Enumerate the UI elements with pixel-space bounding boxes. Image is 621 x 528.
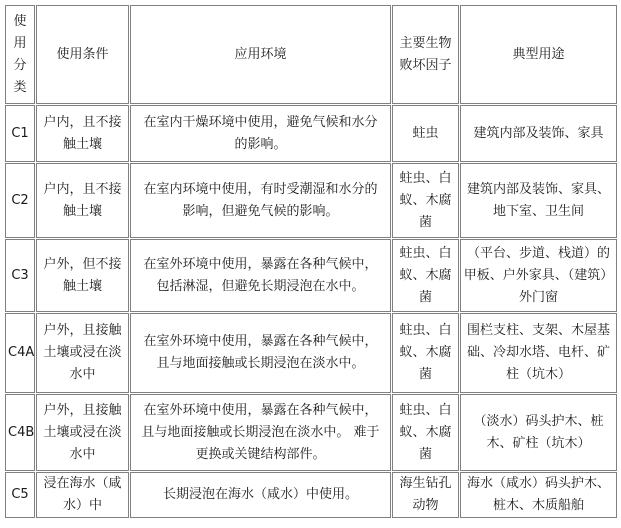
cell-category: C2 bbox=[5, 163, 35, 238]
header-usage-category bbox=[5, 5, 35, 104]
cell-category: C5 bbox=[5, 472, 35, 518]
usage-classification-table bbox=[4, 4, 618, 519]
cell-condition: 浸在海水（咸水）中 bbox=[36, 472, 129, 518]
cell-environment: 在室内干燥环境中使用，避免气候和水分的影响。 bbox=[130, 105, 391, 162]
cell-uses: 建筑内部及装饰、家具 bbox=[460, 105, 617, 162]
cell-uses: （平台、步道、栈道）的甲板、户外家具、（建筑）外门窗 bbox=[460, 239, 617, 312]
cell-category: C4B bbox=[5, 394, 35, 471]
table-row bbox=[5, 105, 617, 162]
cell-factors: 蛀虫、白蚁、木腐菌 bbox=[392, 313, 459, 393]
cell-condition: 户外，但不接触土壤 bbox=[36, 239, 129, 312]
cell-uses: 围栏支柱、支架、木屋基础、冷却水塔、电杆、矿柱（坑木） bbox=[460, 313, 617, 393]
table-header-row bbox=[5, 5, 617, 104]
header-typical-uses: 典型用途 bbox=[460, 5, 617, 104]
cell-factors: 蛀虫、白蚁、木腐菌 bbox=[392, 163, 459, 238]
table-row bbox=[5, 239, 617, 312]
cell-uses: 建筑内部及装饰、家具、地下室、卫生间 bbox=[460, 163, 617, 238]
table-row bbox=[5, 163, 617, 238]
header-usage-condition: 使用条件 bbox=[36, 5, 129, 104]
cell-category: C4A bbox=[5, 313, 35, 393]
cell-environment: 长期浸泡在海水（咸水）中使用。 bbox=[130, 472, 391, 518]
cell-factors: 蛀虫、白蚁、木腐菌 bbox=[392, 394, 459, 471]
table-row bbox=[5, 394, 617, 471]
cell-factors: 蛀虫、白蚁、木腐菌 bbox=[392, 239, 459, 312]
cell-category: C1 bbox=[5, 105, 35, 162]
cell-uses: 海水（咸水）码头护木、桩木、木质船舶 bbox=[460, 472, 617, 518]
cell-condition: 户内，且不接触土壤 bbox=[36, 163, 129, 238]
header-biological-factors: 主要生物败坏因子 bbox=[392, 5, 459, 104]
cell-category: C3 bbox=[5, 239, 35, 312]
cell-condition: 户内，且不接触土壤 bbox=[36, 105, 129, 162]
cell-environment: 在室外环境中使用，暴露在各种气候中，包括淋湿，但避免长期浸泡在水中。 bbox=[130, 239, 391, 312]
cell-uses: （淡水）码头护木、桩木、矿柱（坑木） bbox=[460, 394, 617, 471]
cell-factors: 海生钻孔动物 bbox=[392, 472, 459, 518]
cell-condition: 户外，且接触土壤或浸在淡水中 bbox=[36, 313, 129, 393]
cell-environment: 在室外环境中使用，暴露在各种气候中，且与地面接触或长期浸泡在淡水中。 难于更换或关键结构部件。 bbox=[130, 394, 391, 471]
cell-environment: 在室内环境中使用，有时受潮湿和水分的影响，但避免气候的影响。 bbox=[130, 163, 391, 238]
cell-condition: 户外，且接触土壤或浸在淡水中 bbox=[36, 394, 129, 471]
header-usage-category-label: 使用分类 bbox=[13, 13, 27, 95]
cell-factors: 蛀虫 bbox=[392, 105, 459, 162]
table-row bbox=[5, 472, 617, 518]
table-row bbox=[5, 313, 617, 393]
cell-environment: 在室外环境中使用，暴露在各种气候中，且与地面接触或长期浸泡在淡水中。 bbox=[130, 313, 391, 393]
header-application-environment: 应用环境 bbox=[130, 5, 391, 104]
